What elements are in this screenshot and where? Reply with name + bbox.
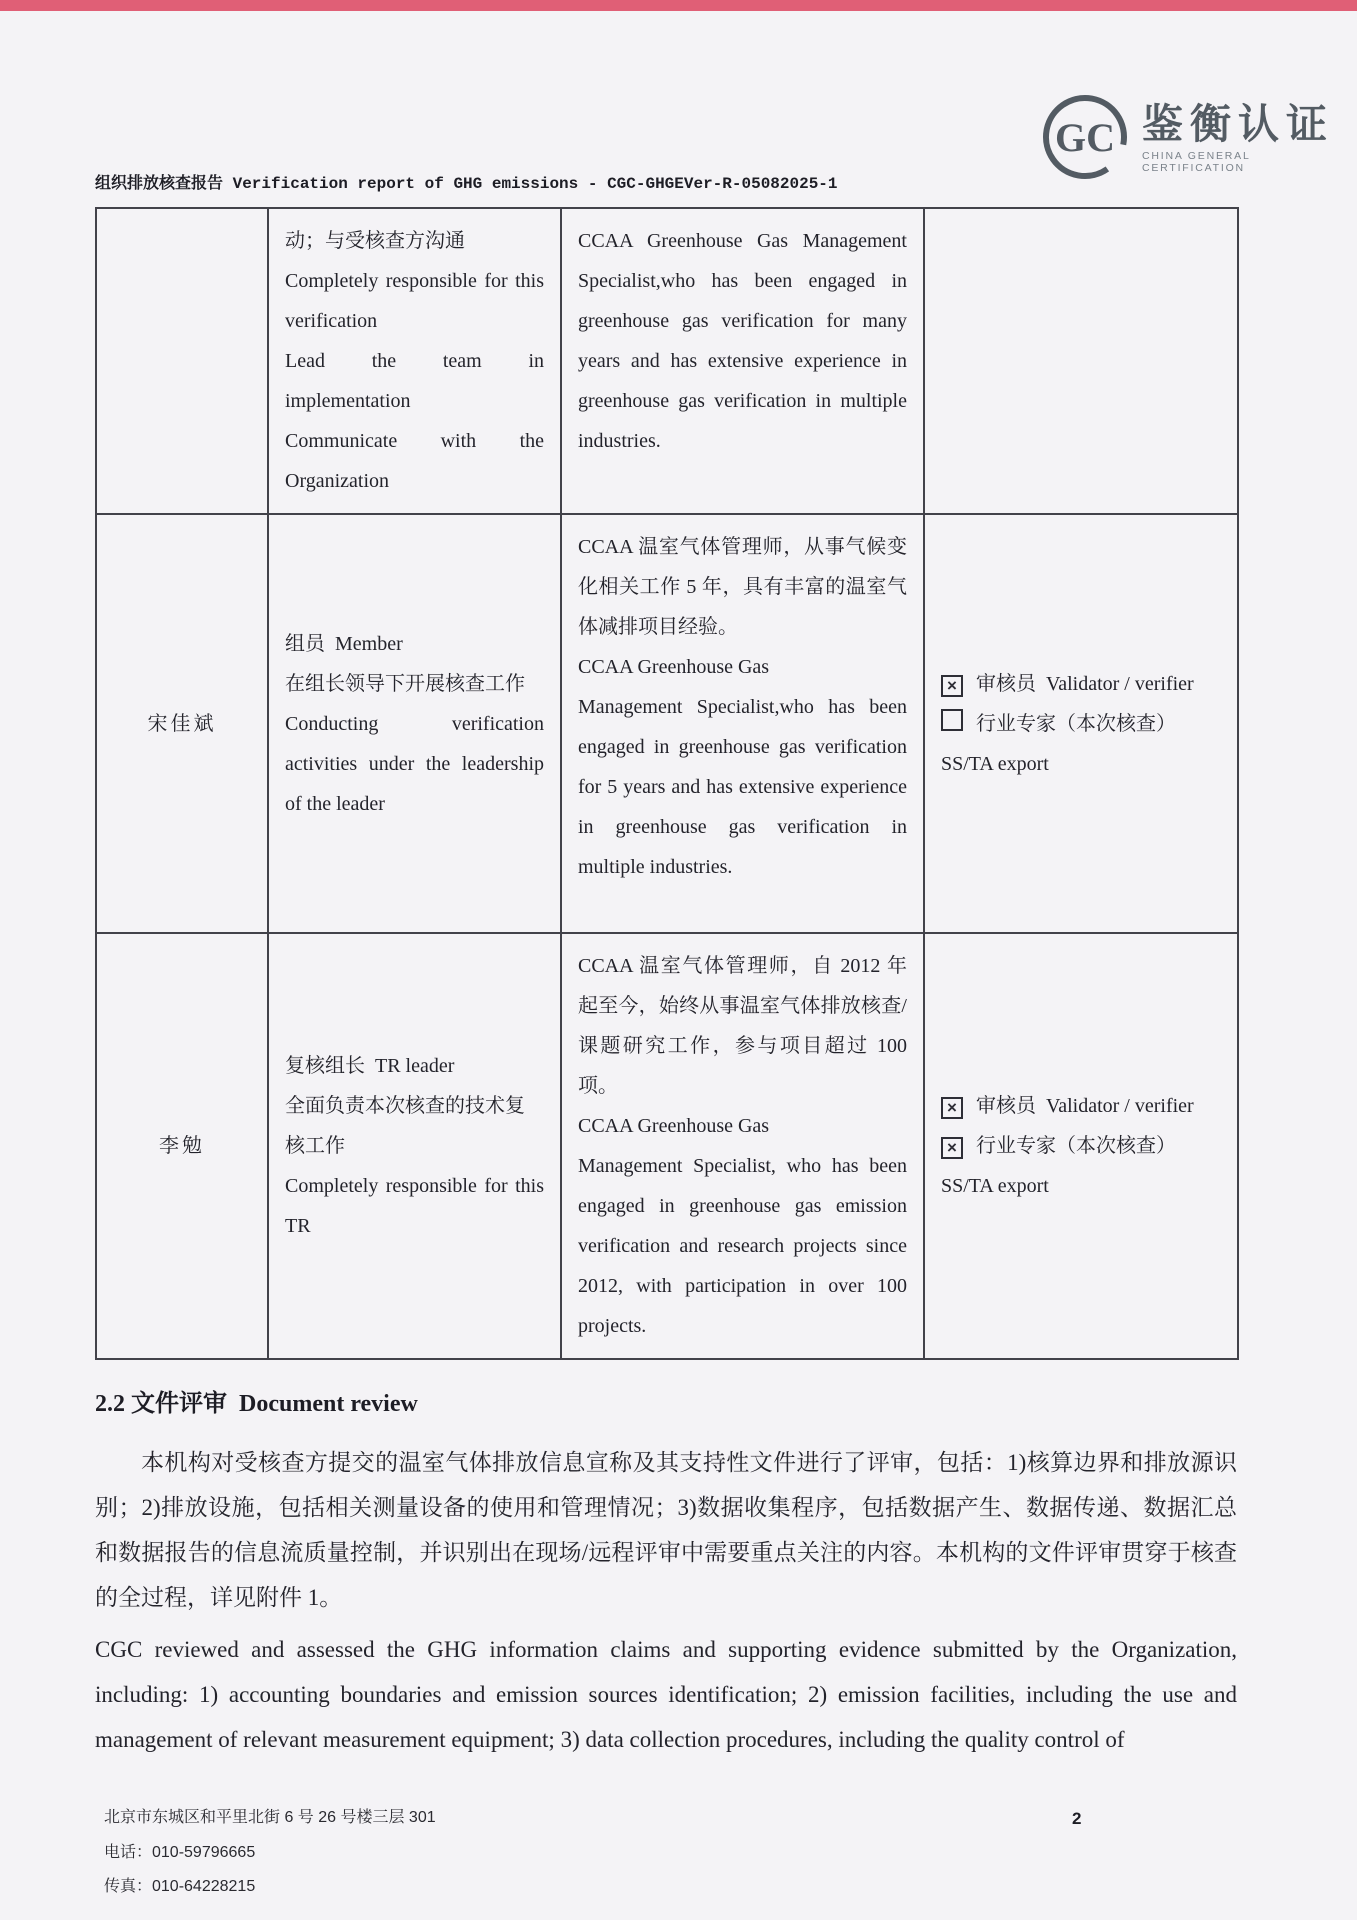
qualification-text: CCAA 温室气体管理师，从事气候变化相关工作 5 年，具有丰富的温室气体减排项目经验。 <box>578 536 907 638</box>
checkbox-note: SS/TA export <box>941 1175 1049 1197</box>
logo-name-cn: 鉴衡认证 <box>1142 101 1334 147</box>
role-text: Communicate with the Organization <box>285 430 544 492</box>
checkbox-line <box>941 664 1221 704</box>
role-text: 全面负责本次核查的技术复核工作 <box>285 1095 525 1157</box>
logo-name-en: CHINA GENERAL CERTIFICATION <box>1142 150 1251 174</box>
qualification-text: Management Specialist, who has been engaged in greenhouse gas emission verification and research projects since 2012, with participation in over 100 projects. <box>578 1155 907 1337</box>
footer-address: 北京市东城区和平里北街 6 号 26 号楼三层 301 <box>104 1809 436 1826</box>
qualification-text: CCAA Greenhouse Gas Management Specialist,who has been engaged in greenhouse gas verification for many years and has extensive experience in greenhouse gas verification in multiple industries. <box>578 230 907 452</box>
role-text: 复核组长 TR leader <box>285 1055 455 1077</box>
cgc-logo-icon <box>1040 92 1130 182</box>
qualification-text: CCAA Greenhouse Gas <box>578 1115 770 1137</box>
cell-checkboxes <box>924 208 1238 514</box>
role-text: Conducting verification activities under the leadership of the leader <box>285 712 544 815</box>
footer <box>104 1801 436 1905</box>
report-header-title: 组织排放核查报告 Verification report of GHG emissions - CGC-GHGEVer-R-05082025-1 <box>95 175 838 193</box>
checkbox-checked-icon: × <box>941 675 963 697</box>
checkbox-line <box>941 1086 1221 1126</box>
checkbox-checked-icon: × <box>941 1097 963 1119</box>
checkbox-label: 行业专家（本次核查） <box>976 712 1176 735</box>
checkbox-label: 审核员 Validator / verifier <box>976 672 1194 695</box>
checkbox-note: SS/TA export <box>941 752 1049 775</box>
cgc-logo <box>1040 92 1357 182</box>
logo-text <box>1142 100 1357 174</box>
cell-checkboxes <box>924 933 1238 1359</box>
qualification-text: Management Specialist,who has been engaged in greenhouse gas verification for 5 years and has extensive experience in greenhouse gas verification in multiple industries. <box>578 696 907 878</box>
verification-team-table <box>95 207 1239 1360</box>
table-row <box>96 208 1238 514</box>
checkbox-line <box>941 704 1221 744</box>
role-text: 动；与受核查方沟通 <box>285 230 465 252</box>
document-review-paragraph-cn: 本机构对受核查方提交的温室气体排放信息宣称及其支持性文件进行了评审，包括：1)核算边界和排放源识别；2)排放设施，包括相关测量设备的使用和管理情况；3)数据收集程序，包括数据产生、数据传递、数据汇总和数据报告的信息流质量控制，并识别出在现场/远程评审中需要重点关注的内容。本机构的文件评审贯穿于核查的全过程，详见附件 1。 <box>95 1450 1237 1610</box>
scan-edge-artifact <box>0 0 1357 11</box>
role-text: Completely responsible for this verification <box>285 270 544 332</box>
footer-phone: 电话：010-59796665 <box>104 1843 256 1861</box>
cell-member-name: 宋佳斌 <box>96 514 268 933</box>
footer-fax: 传真：010-64228215 <box>104 1878 256 1895</box>
checkbox-label: 审核员 Validator / verifier <box>976 1095 1194 1117</box>
document-review-paragraph-en: CGC reviewed and assessed the GHG information claims and supporting evidence submitted by the Organization, including: 1) accounting boundaries and emission sources identification; 2) emission facilities, including the use and management of relevant measurement equipment; 3) data collection procedures, including the quality control of <box>95 1637 1237 1752</box>
logo-monogram: GC <box>1055 115 1115 160</box>
cell-role <box>268 208 561 514</box>
role-text: 在组长领导下开展核查工作 <box>285 672 525 695</box>
cell-member-name: 李勉 <box>96 933 268 1359</box>
checkbox-checked-icon: × <box>941 1137 963 1159</box>
section-heading: 2.2 文件评审 Document review <box>95 1391 418 1417</box>
checkbox-line <box>941 1126 1221 1166</box>
role-text: Completely responsible for this TR <box>285 1175 544 1237</box>
qualification-text: CCAA Greenhouse Gas <box>578 656 770 678</box>
cell-checkboxes <box>924 514 1238 933</box>
cell-qualification <box>561 933 924 1359</box>
checkbox-unchecked-icon <box>941 709 963 731</box>
cell-member-name <box>96 208 268 514</box>
page-number: 2 <box>1072 1809 1082 1828</box>
role-text: Lead the team in implementation <box>285 350 544 412</box>
checkbox-label: 行业专家（本次核查） <box>976 1135 1176 1157</box>
qualification-text: CCAA 温室气体管理师，自 2012 年起至今，始终从事温室气体排放核查/课题研究工作，参与项目超过 100 项。 <box>578 955 907 1097</box>
cell-qualification <box>561 208 924 514</box>
cell-role <box>268 514 561 933</box>
cell-qualification <box>561 514 924 933</box>
table-row <box>96 514 1238 933</box>
role-text: 组员 Member <box>285 632 403 655</box>
table-row <box>96 933 1238 1359</box>
cell-role <box>268 933 561 1359</box>
